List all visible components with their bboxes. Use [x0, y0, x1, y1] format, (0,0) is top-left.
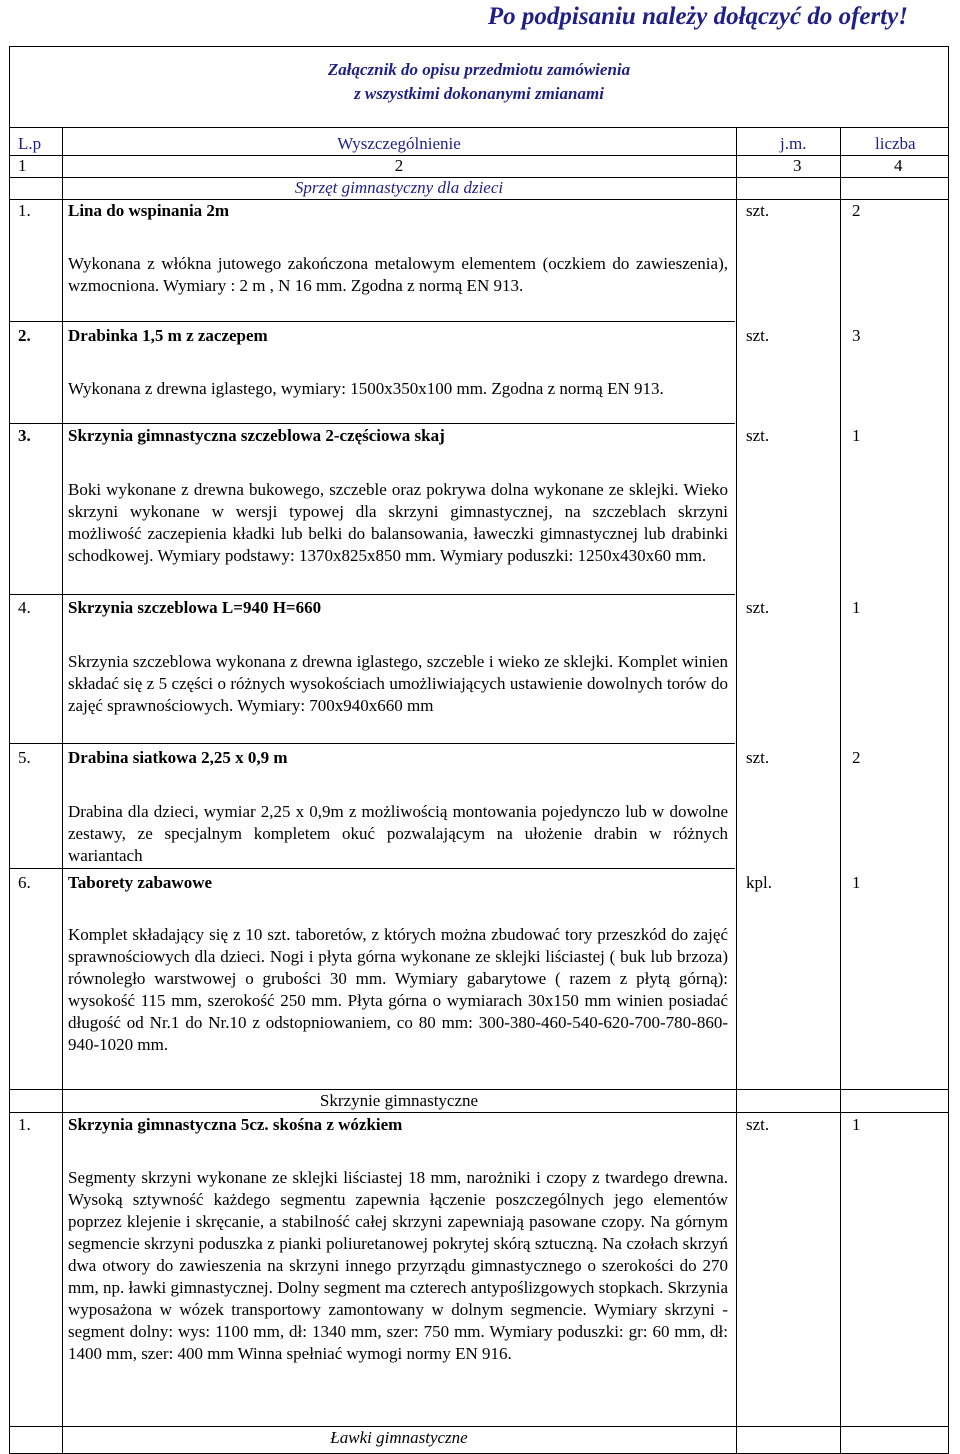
- item-description: Segmenty skrzyni wykonane ze sklejki liściastej 18 mm, narożniki i czopy z twardego drewna. Wysoką sztywność każdego segmentu zapewnia łączenie poszczególnych jego elementów poprzez klejenie i skręcanie, a stabilność całej skrzyni zapewniają pasowane czopy. Na górnym segmencie skrzyni poduszka z pianki poliuretanowej pokrytej skórą sztuczną. Na czołach skrzyń dwa otwory do zawieszenia na skrzyni innego przyrządu gimnastycznego o szerokości do 270 mm, np. ławki gimnastycznej. Dolny segment ma czterech antypoślizgowych stopkach. Skrzynia wyposażona w wózek transportowy zamontowany w dolnym segmencie. Wymiary skrzyni - segment dolny: wys: 1100 mm, dł: 1340 mm, szer: 750 mm. Wymiary poduszki: gr: 60 mm, dł: 1400 mm, szer: 400 mm Winna spełniać wymogi normy EN 916.: [68, 1168, 728, 1363]
- item-unit: szt.: [746, 748, 770, 767]
- row-divider: [10, 127, 948, 128]
- section-title: Sprzęt gimnastyczny dla dzieci: [294, 178, 504, 197]
- header-num-2: 2: [394, 156, 404, 175]
- item-number: 6.: [18, 873, 31, 892]
- item-unit: kpl.: [746, 873, 772, 892]
- row-divider: [10, 1112, 948, 1113]
- header-num-3: 3: [793, 156, 802, 175]
- section-title: Skrzynie gimnastyczne: [319, 1091, 479, 1110]
- item-name: Skrzynia gimnastyczna szczeblowa 2-częściowa skaj: [68, 426, 445, 445]
- header-lp: L.p: [18, 134, 42, 153]
- row-divider: [10, 423, 735, 424]
- item-quantity: 1: [852, 426, 861, 445]
- column-divider: [736, 127, 737, 1453]
- item-unit: szt.: [746, 1115, 770, 1134]
- item-quantity: 1: [852, 598, 861, 617]
- header-description: Wyszczególnienie: [337, 134, 461, 153]
- item-unit: szt.: [746, 326, 770, 345]
- item-number: 5.: [18, 748, 31, 767]
- column-divider: [62, 127, 63, 1453]
- item-quantity: 3: [852, 326, 861, 345]
- item-number: 4.: [18, 598, 31, 617]
- header-unit: j.m.: [780, 134, 807, 153]
- row-divider: [10, 868, 735, 869]
- item-quantity: 2: [852, 748, 861, 767]
- row-divider: [10, 594, 735, 595]
- item-description: Skrzynia szczeblowa wykonana z drewna iglastego, szczeble i wieko ze sklejki. Komplet winien składać się z 5 części o różnych wysokościach umożliwiających ustawienie dowolnych torów do zajęć sprawnościowych. Wymiary: 700x940x660 mm: [68, 652, 728, 715]
- column-divider: [840, 127, 841, 1453]
- specification-table: [9, 46, 949, 1454]
- item-name: Lina do wspinania 2m: [68, 201, 230, 220]
- section-title: Ławki gimnastyczne: [330, 1428, 468, 1447]
- item-name: Drabinka 1,5 m z zaczepem: [68, 326, 268, 345]
- row-divider: [10, 321, 735, 322]
- item-number: 2.: [18, 326, 31, 345]
- item-quantity: 1: [852, 1115, 861, 1134]
- item-name: Skrzynia gimnastyczna 5cz. skośna z wózkiem: [68, 1115, 403, 1134]
- item-unit: szt.: [746, 426, 770, 445]
- attachment-title-line2: z wszystkimi dokonanymi zmianami: [354, 84, 604, 103]
- item-unit: szt.: [746, 201, 770, 220]
- header-num-4: 4: [894, 156, 903, 175]
- item-quantity: 1: [852, 873, 861, 892]
- item-unit: szt.: [746, 598, 770, 617]
- item-name: Drabina siatkowa 2,25 x 0,9 m: [68, 748, 288, 767]
- item-name: Taborety zabawowe: [68, 873, 213, 892]
- item-description: Boki wykonane z drewna bukowego, szczeble oraz pokrywa dolna wykonane ze sklejki. Wieko skrzyni wykonane w wersji typowej dla skrzyni gimnastycznej, na szczeblach skrzyni możliwość zaczepienia kładki lub belki do balansowania, ławeczki gimnastycznej lub drabinki schodkowej. Wymiary podstawy: 1370x825x850 mm. Wymiary poduszki: 1250x430x60 mm.: [68, 480, 728, 565]
- item-description: Wykonana z włókna jutowego zakończona metalowym elementem (oczkiem do zawieszenia), wzmocniona. Wymiary : 2 m , N 16 mm. Zgodna z normą EN 913.: [68, 254, 728, 295]
- header-count: liczba: [875, 134, 916, 153]
- item-description: Drabina dla dzieci, wymiar 2,25 x 0,9m z możliwością montowania pojedynczo lub w dowolne zestawy, ze specjalnym kompletem okuć pozwalającym na ułożenie drabin w różnych wariantach: [68, 802, 728, 865]
- top-note: Po podpisaniu należy dołączyć do oferty!: [487, 3, 908, 30]
- item-number: 3.: [18, 426, 31, 445]
- header-num-1: 1: [18, 156, 27, 175]
- item-number: 1.: [18, 1115, 31, 1134]
- item-name: Skrzynia szczeblowa L=940 H=660: [68, 598, 322, 617]
- item-quantity: 2: [852, 201, 861, 220]
- row-divider: [10, 743, 735, 744]
- item-description: Wykonana z drewna iglastego, wymiary: 1500x350x100 mm. Zgodna z normą EN 913.: [68, 379, 664, 398]
- item-description: Komplet składający się z 10 szt. taboretów, z których można zbudować tory przeszkód do zajęć sprawnościowych dla dzieci. Nogi i płyta górna wykonane ze sklejki liściastej ( buk lub brzoza) równoległo warstwowej o grubości 30 mm. Wymiary gabarytowe ( razem z płytą górną): wysokość 115 mm, szerokość 250 mm. Płyta górna o wymiarach 30x150 mm winien posiadać długość od Nr.1 do Nr.10 z odstopniowaniem, co 80 mm: 300-380-460-540-620-700-780-860-940-1020 mm.: [68, 925, 728, 1054]
- item-number: 1.: [18, 201, 31, 220]
- attachment-title-line1: Załącznik do opisu przedmiotu zamówienia: [327, 60, 631, 79]
